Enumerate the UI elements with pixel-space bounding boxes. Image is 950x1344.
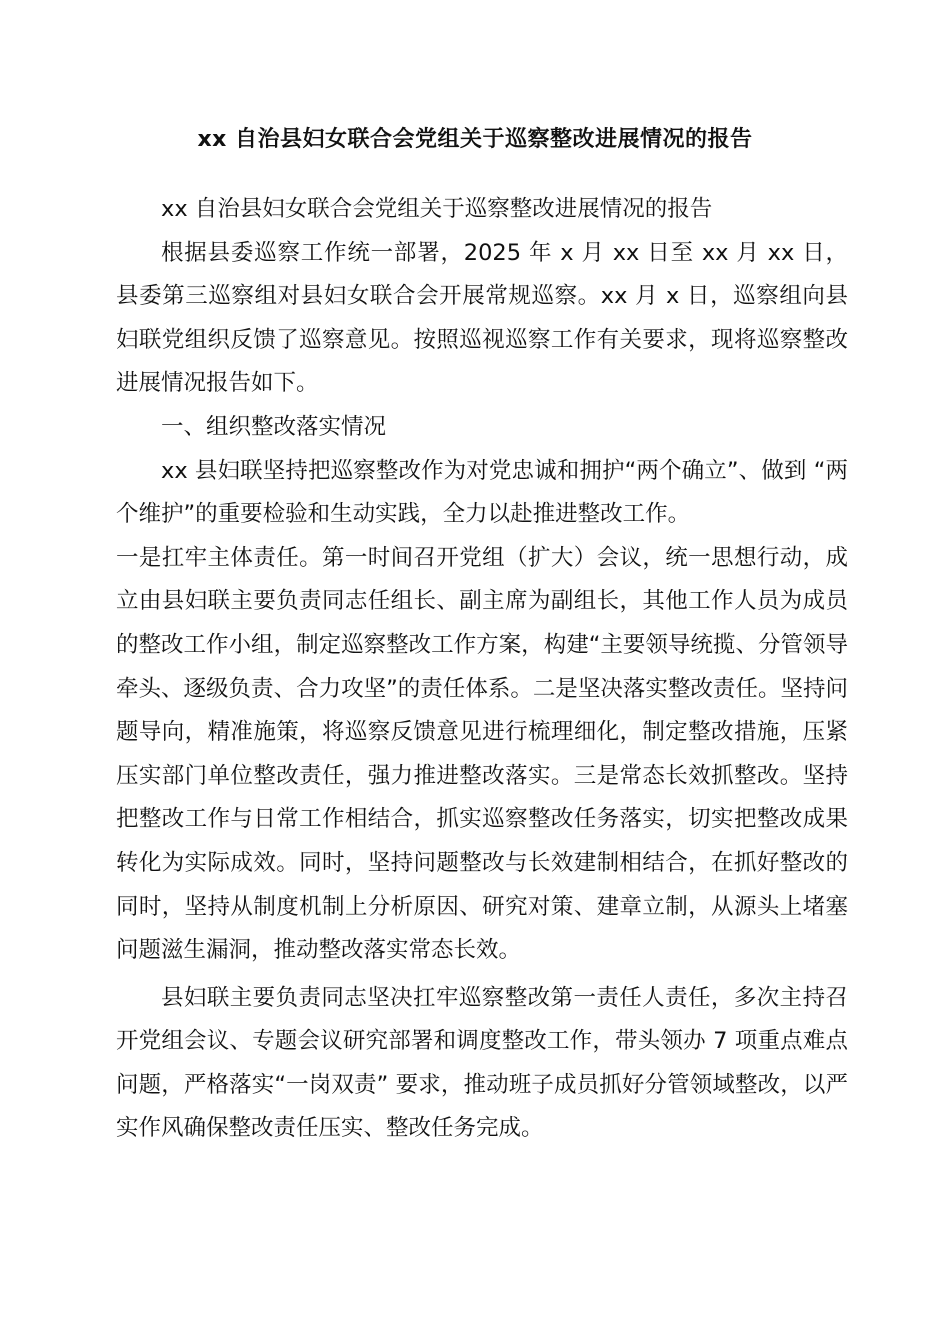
paragraph-overview: xx 县妇联坚持把巡察整改作为对党忠诚和拥护“两个确立”、做到 “两个维护”的重要检验和生动实践，全力以赴推进整改工作。 bbox=[116, 457, 848, 528]
section-heading: 一、组织整改落实情况 bbox=[161, 413, 387, 440]
paragraph-intro: 根据县委巡察工作统一部署，2025 年 x 月 xx 日至 xx 月 xx 日，县委第三巡察组对县妇女联合会开展常规巡察。xx 月 x 日，巡察组向县妇联党组织反馈了巡察意见。按照巡视巡察工作有关要求，现将巡察整改进展情况报告如下。 bbox=[116, 239, 848, 397]
paragraph-measures: 一是扛牢主体责任。第一时间召开党组（扩大）会议，统一思想行动，成立由县妇联主要负责同志任组长、副主席为副组长，其他工作人员为成员的整改工作小组，制定巡察整改工作方案，构建“主要领导统揽、分管领导牵头、逐级负责、合力攻坚”的责任体系。二是坚决落实整改责任。坚持问题导向，精准施策，将巡察反馈意见进行梳理细化，制定整改措施，压紧压实部门单位整改责任，强力推进整改落实。三是常态长效抓整改。坚持把整改工作与日常工作相结合，抓实巡察整改任务落实，切实把整改成果转化为实际成效。同时，坚持问题整改与长效建制相结合，在抓好整改的同时，坚持从制度机制上分析原因、研究对策、建章立制，从源头上堵塞问题滋生漏洞，推动整改落实常态长效。 bbox=[116, 544, 848, 964]
document-title: xx 自治县妇女联合会党组关于巡察整改进展情况的报告 bbox=[197, 127, 753, 152]
paragraph-subtitle: xx 自治县妇女联合会党组关于巡察整改进展情况的报告 bbox=[161, 196, 713, 222]
document-body bbox=[116, 188, 848, 1151]
paragraph-leadership: 县妇联主要负责同志坚决扛牢巡察整改第一责任人责任，多次主持召开党组会议、专题会议研究部署和调度整改工作，带头领办 7 项重点难点问题，严格落实“一岗双责” 要求，推动班子成员抓好分管领域整改，以严实作风确保整改责任压实、整改任务完成。 bbox=[116, 984, 848, 1142]
